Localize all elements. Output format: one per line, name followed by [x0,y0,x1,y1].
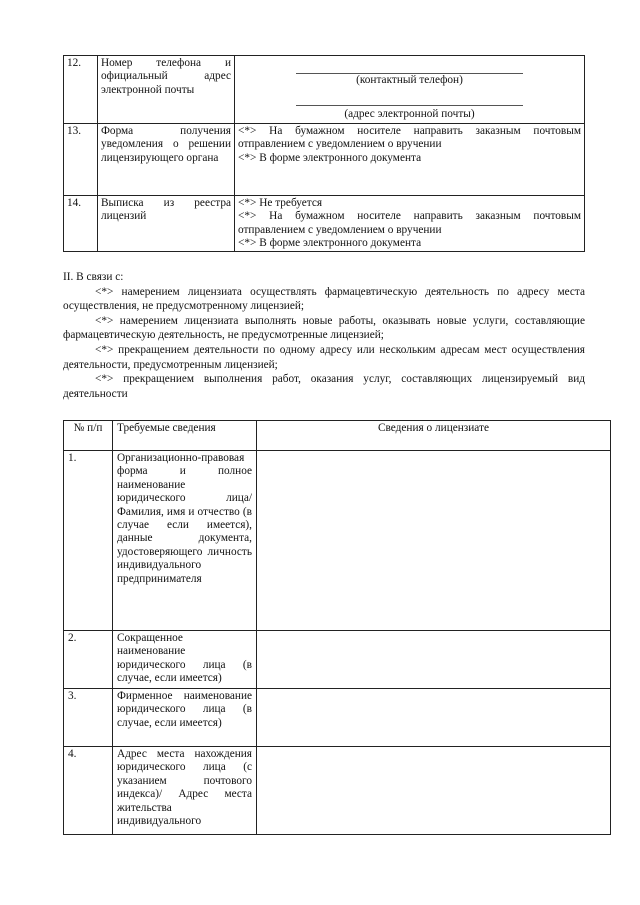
reason-item: <*> прекращением выполнения работ, оказания услуг, составляющих лицензируемый вид деятельности [63,373,585,400]
table-row [64,451,611,631]
row-required: Адрес места нахождения юридического лица (с указанием почтового индекса)/ Адрес места жительства индивидуального [113,747,257,835]
row-number: 1. [64,451,113,631]
row-number: 3. [64,689,113,747]
option-not-required: <*> Не требуется [238,196,323,209]
table-row [64,689,611,747]
phone-line [296,61,523,74]
row-required: Фирменное наименование юридического лица (в случае, если имеется) [113,689,257,747]
table-row [64,747,611,835]
option-paper: <*> На бумажном носителе направить заказным почтовым отправлением с уведомлением о вручении [238,210,581,236]
row-required: Организационно-правовая форма и полное наименование юридического лица/ Фамилия, имя и отчество (в случае если имеется), данные документа, удостоверяющего личность индивидуального предпринимателя [113,451,257,631]
row-info-cell [257,451,611,631]
header-num: № п/п [64,421,113,451]
row-label: Форма получения уведомления о решении лицензирующего органа [98,123,235,195]
option-paper: <*> На бумажном носителе направить заказным почтовым отправлением с уведомлением о вручении [238,124,581,151]
row-required: Сокращенное наименование юридического лица (в случае, если имеется) [113,631,257,689]
reason-item: <*> намерением лицензиата осуществлять фармацевтическую деятельность по адресу места осуществления, не предусмотренному лицензией; [63,285,585,313]
table-row [64,56,585,124]
row-number: 12. [64,56,98,124]
phone-caption: (контактный телефон) [356,74,463,86]
email-line [296,93,523,106]
row-label: Выписка из реестра лицензий [98,195,235,252]
row-info-cell [257,747,611,835]
option-list [235,123,585,195]
email-caption: (адрес электронной почты) [344,108,475,121]
reason-item: <*> намерением лицензиата выполнять новые работы, оказывать новые услуги, составляющие фармацевтическую деятельность, не предусмотренные лицензией; [63,314,585,342]
row-number: 14. [64,195,98,252]
licensee-info-table [63,420,611,835]
table-row [64,195,585,252]
header-required: Требуемые сведения [113,421,257,451]
table-row [64,631,611,689]
row-number: 4. [64,747,113,835]
row-label: Номер телефона и официальный адрес электронной почты [98,56,235,124]
row-info-cell [257,689,611,747]
option-list [235,195,585,252]
header-info: Сведения о лицензиате [257,421,611,451]
table-row [64,123,585,195]
contact-fields [235,56,585,124]
option-electronic: <*> В форме электронного документа [238,237,422,250]
row-info-cell [257,631,611,689]
option-electronic: <*> В форме электронного документа [238,151,422,164]
section-2 [63,270,585,401]
section-heading: II. В связи с: [63,271,124,283]
contact-options-table [63,55,585,252]
header-row [64,421,611,451]
reason-item: <*> прекращением деятельности по одному адресу или нескольким адресам мест осуществления деятельности, предусмотренным лицензией; [63,343,585,371]
row-number: 13. [64,123,98,195]
row-number: 2. [64,631,113,689]
